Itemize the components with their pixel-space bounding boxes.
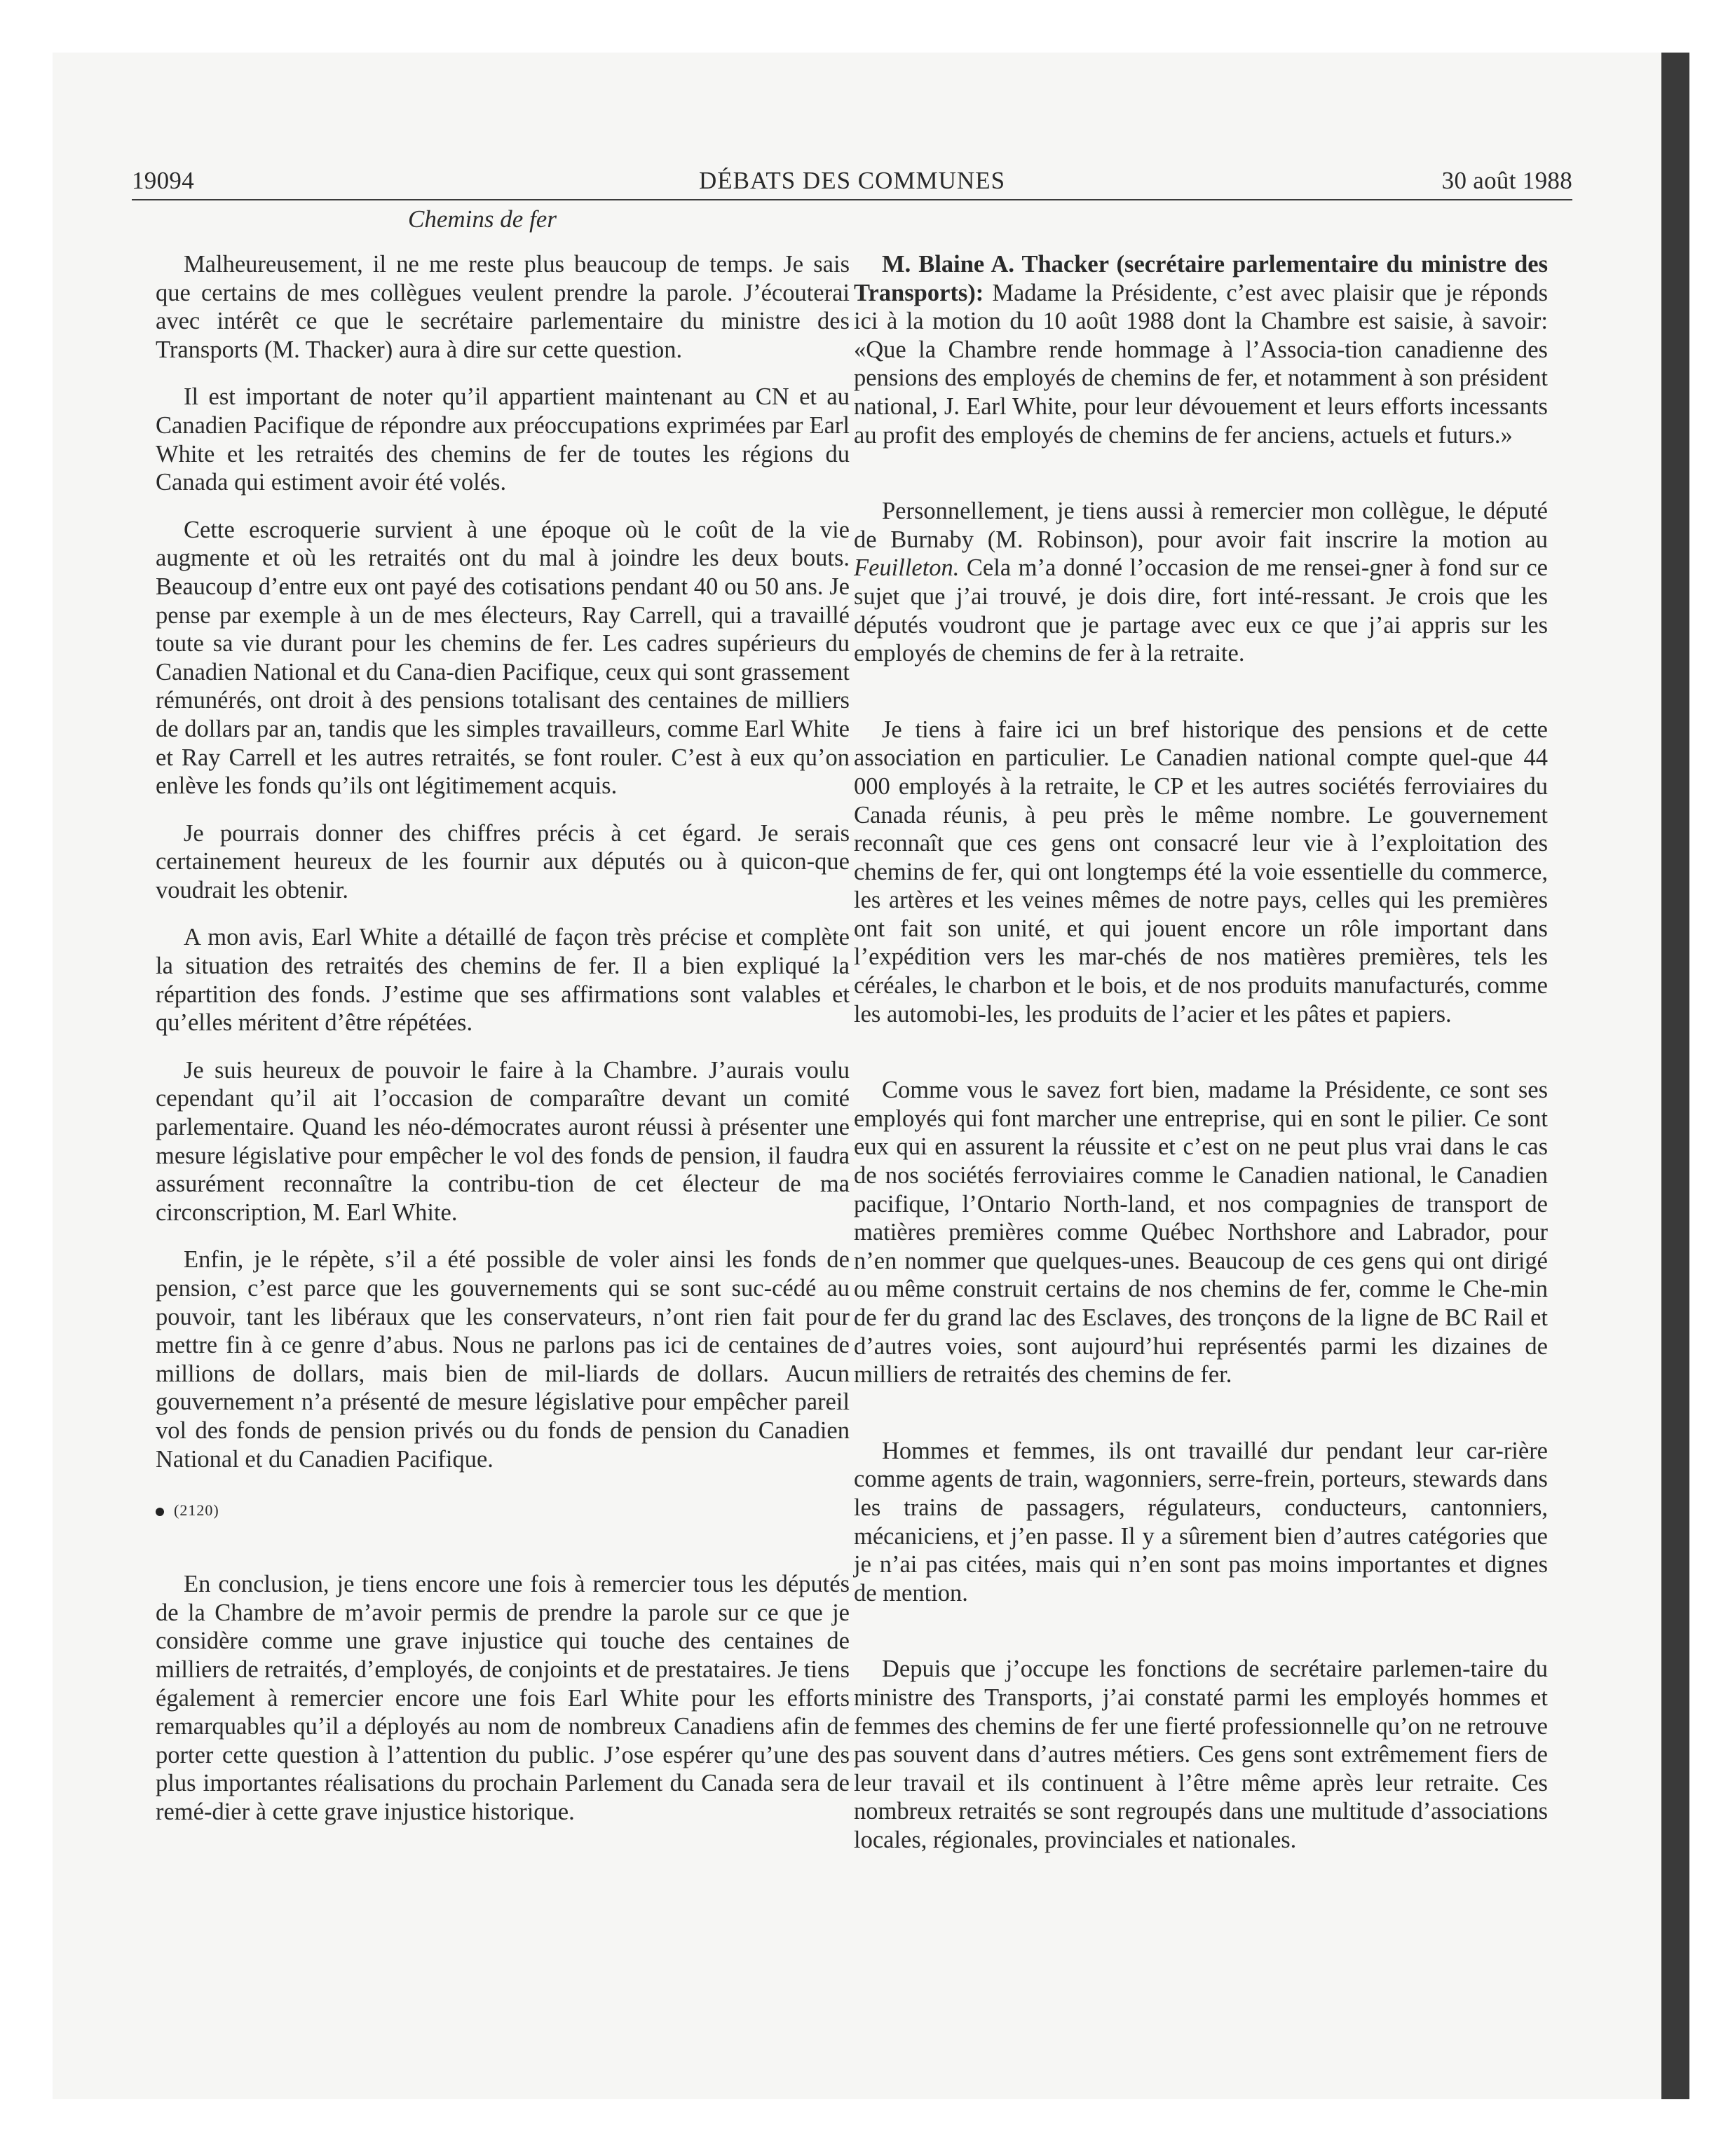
paragraph: Comme vous le savez fort bien, madame la Présidente, ce sont ses employés qui font marcher une entreprise, qui en sont le pilier. Ce sont eux qui en assurent la réussite et c’est on ne peut plus vrai dans le cas de nos sociétés ferroviaires comme le Canadien national, le Canadien pacifique, l’Ontario North-land, et nos compagnies de transport de matières premières comme Québec Northshore and Labrador, pour n’en nommer que quelques-unes. Beaucoup de ces gens qui ont dirigé ou même construit certains de nos chemins de fer, comme le Che-min de fer du grand lac des Esclaves, des tronçons de la ligne de BC Rail et d’autres voies, sont aujourd’hui représentés parmi les dizaines de milliers de retraités des chemins de fer. [854,1077,1548,1389]
paragraph: Hommes et femmes, ils ont travaillé dur pendant leur car-rière comme agents de train, wagonniers, serre-frein, porteurs, stewards dans les trains de passagers, régulateurs, conducteurs, cantonniers, mécaniciens, et j’en passe. Il y a sûrement bien d’autres catégories que je n’ai pas citées, mais qui n’en sont pas moins importantes et dignes de mention. [854,1437,1548,1606]
paragraph: En conclusion, je tiens encore une fois à remercier tous les députés de la Chambre de m’avoir permis de prendre la parole sur ce que je considère comme une grave injustice qui touche des centaines de milliers de retraités, d’employés, de conjoints et de prestataires. Je tiens également à remercier encore une fois Earl White pour les efforts remarquables qu’il a déployés au nom de nombreux Canadiens afin de porter cette question à l’attention du public. J’ose espérer qu’une des plus importantes réalisations du prochain Parlement du Canada sera de remé-dier à cette grave injustice historique. [156,1571,850,1825]
page-number: 19094 [132,167,194,194]
paragraph: Il est important de noter qu’il appartient maintenant au CN et au Canadien Pacifique de répondre aux préoccupations exprimées par Earl White et les retraités des chemins de fer de toutes les régions du Canada qui estiment avoir été volés. [156,383,850,496]
speaker-text: Madame la Présidente, c’est avec plaisir que je réponds ici à la motion du 10 août 1988 dont la Chambre est saisie, à savoir: «Que la Chambre rende hommage à l’Associa-tion canadienne des pensions des employés de chemins de fer, et notamment à son président national, J. Earl White, pour leur dévouement et leurs efforts incessants au profit des employés de chemins de fer anciens, actuels et futurs.» [854,279,1548,449]
paragraph: Je tiens à faire ici un bref historique des pensions et de cette association en particulier. Le Canadien national compte quel-que 44 000 employés à la retraite, le CP et les autres sociétés ferroviaires du Canada réunis, à peu près le même nombre. Le gouvernement reconnaît que ces gens ont consacré leur vie à l’exploitation des chemins de fer, qui ont longtemps été la voie essentielle du commerce, les artères et les veines mêmes de notre pays, celles qui les premières ont fait son unité, et qui jouent encore un rôle important dans l’expédition vers les mar-chés de nos matières premières, tels les céréales, le charbon et le bois, et de nos produits manufacturés, comme les automobi-les, les produits de l’acier et les pâtes et papiers. [854,716,1548,1028]
paragraph: Je pourrais donner des chiffres précis à cet égard. Je serais certainement heureux de les fournir aux députés ou à quicon-que voudrait les obtenir. [156,819,850,903]
time-marker [156,1501,850,1520]
publication-date: 30 août 1988 [1441,167,1572,194]
paragraph: Depuis que j’occupe les fonctions de secrétaire parlemen-taire du ministre des Transports, j’ai constaté parmi les employés hommes et femmes des chemins de fer une fierté professionnelle qu’on ne retrouve pas souvent dans d’autres métiers. Ces gens sont extrêmement fiers de leur travail et ils continuent à l’être même après leur retraite. Ces nombreux retraités se sont regroupés dans une multitude d’associations locales, régionales, provinciales et nationales. [854,1656,1548,1853]
paragraph: A mon avis, Earl White a détaillé de façon très précise et complète la situation des retraités des chemins de fer. Il a bien expliqué la répartition des fonds. J’estime que ses affirmations sont valables et qu’elles méritent d’être répétées. [156,924,850,1037]
section-subtitle: Chemins de fer [408,205,557,233]
paragraph: Je suis heureux de pouvoir le faire à la Chambre. J’aurais voulu cependant qu’il ait l’occasion de comparaître devant un comité parlementaire. Quand les néo-démocrates auront réussi à présenter une mesure législative pour empêcher le vol des fonds de pension, il faudra assurément reconnaître la contribu-tion de cet électeur de ma circonscription, M. Earl White. [156,1056,850,1226]
scan-edge-bar [1661,53,1689,2099]
page-header [132,160,1572,200]
publication-title: DÉBATS DES COMMUNES [698,167,1006,194]
paragraph [854,497,1548,668]
paragraph-text: Cela m’a donné l’occasion de me rensei-gner à fond sur ce sujet que j’ai trouvé, je dois dire, fort inté-ressant. Je crois que les députés voudront que je partage avec eux ce que j’ai appris sur les employés de chemins de fer à la retraite. [854,554,1548,667]
speaker-paragraph [854,250,1548,449]
bullet-dot-icon [156,1508,164,1516]
feuilleton-italic: Feuilleton. [854,554,960,582]
time-marker-label: (2120) [174,1501,219,1520]
paragraph: Malheureusement, il ne me reste plus beaucoup de temps. Je sais que certains de mes collègues veulent prendre la parole. J’écouterai avec intérêt ce que le secrétaire parlementaire du ministre des Transports (M. Thacker) aura à dire sur cette question. [156,251,850,363]
left-column [156,250,850,1845]
paragraph-text: Personnellement, je tiens aussi à remercier mon collègue, le député de Burnaby (M. Robinson), pour avoir fait inscrire la motion au [854,498,1548,553]
speaker-name: M. Blaine A. Thacker (secrétaire parlementaire du ministre des Transports): [854,251,1548,306]
paragraph: Enfin, je le répète, s’il a été possible de voler ainsi les fonds de pension, c’est parce que les gouvernements qui se sont suc-cédé au pouvoir, tant les libéraux que les conservateurs, n’ont rien fait pour mettre fin à ce genre d’abus. Nous ne parlons pas ici de centaines de millions de dollars, mais bien de mil-liards de dollars. Aucun gouvernement n’a présenté de mesure législative pour empêcher pareil vol des fonds de pension privés ou du fonds de pension du Canadien National et du Canadien Pacifique. [156,1246,850,1473]
right-column [854,250,1548,1902]
paragraph: Cette escroquerie survient à une époque où le coût de la vie augmente et où les retraités ont du mal à joindre les deux bouts. Beaucoup d’entre eux ont payé des cotisations pendant 40 ou 50 ans. Je pense par exemple à un de mes électeurs, Ray Carrell, qui a travaillé toute sa vie durant pour les chemins de fer. Les cadres supérieurs du Canadien National et du Cana-dien Pacifique, ceux qui sont grassement rémunérés, ont droit à des pensions totalisant des centaines de milliers de dollars par an, tandis que les simples travailleurs, comme Earl White et Ray Carrell et les autres retraités, se font rouler. C’est à eux qu’on enlève les fonds qu’ils ont légitimement acquis. [156,516,850,800]
